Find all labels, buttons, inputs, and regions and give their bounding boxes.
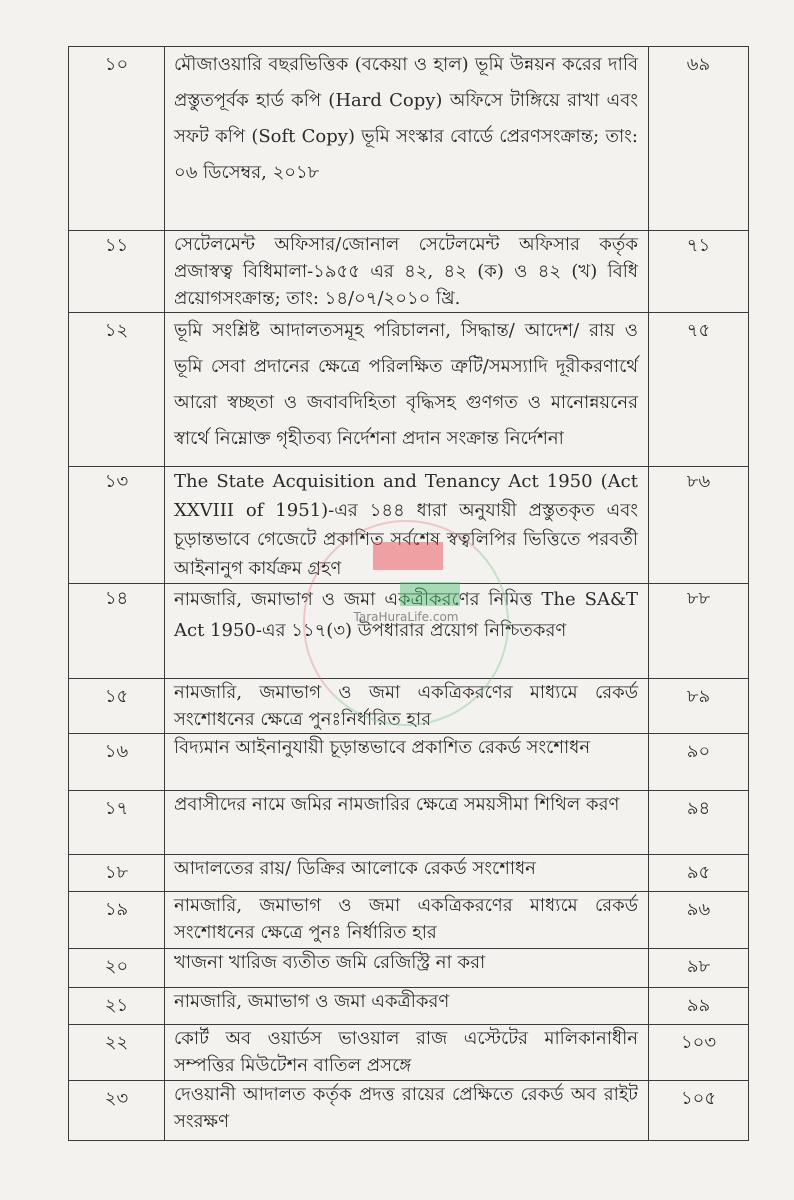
row-page-number: ৯৬ bbox=[649, 892, 749, 949]
row-page-number: ৬৯ bbox=[649, 47, 749, 231]
row-page-number: ৮৬ bbox=[649, 467, 749, 584]
row-page-number: ১০৫ bbox=[649, 1081, 749, 1141]
row-number: ১৪ bbox=[69, 584, 165, 679]
row-subject: আদালতের রায়/ ডিক্রির আলোকে রেকর্ড সংশোধন bbox=[165, 855, 649, 892]
table-row bbox=[69, 584, 749, 679]
row-subject: সেটেলমেন্ট অফিসার/জোনাল সেটেলমেন্ট অফিসার কর্তৃক প্রজাস্বত্ব বিধিমালা-১৯৫৫ এর ৪২, ৪২ (ক) ও ৪২ (খ) বিধি প্রয়োগসংক্রান্ত; তাং: ১৪/০৭/২০১০ খ্রি. bbox=[165, 231, 649, 313]
table-row bbox=[69, 1081, 749, 1141]
table-row bbox=[69, 855, 749, 892]
row-subject: কোর্ট অব ওয়ার্ডস ভাওয়াল রাজ এস্টেটের মালিকানাধীন সম্পত্তির মিউটেশন বাতিল প্রসঙ্গে bbox=[165, 1025, 649, 1081]
row-number: ২২ bbox=[69, 1025, 165, 1081]
table-row bbox=[69, 313, 749, 467]
row-subject: মৌজাওয়ারি বছরভিত্তিক (বকেয়া ও হাল) ভূমি উন্নয়ন করের দাবি প্রস্তুতপূর্বক হার্ড কপি (Hard Copy) অফিসে টাঙ্গিয়ে রাখা এবং সফট কপি (Soft Copy) ভূমি সংস্কার বোর্ডে প্রেরণসংক্রান্ত; তাং: ০৬ ডিসেম্বর, ২০১৮ bbox=[165, 47, 649, 231]
row-number: ১৩ bbox=[69, 467, 165, 584]
table-row bbox=[69, 892, 749, 949]
table-row bbox=[69, 791, 749, 855]
table-row bbox=[69, 231, 749, 313]
row-page-number: ৭৫ bbox=[649, 313, 749, 467]
row-number: ১৫ bbox=[69, 679, 165, 734]
contents-table bbox=[68, 46, 749, 1141]
row-subject: নামজারি, জমাভাগ ও জমা একত্রিকরণের মাধ্যমে রেকর্ড সংশোধনের ক্ষেত্রে পুনঃনির্ধারিত হার bbox=[165, 679, 649, 734]
table-row bbox=[69, 467, 749, 584]
row-number: ১৬ bbox=[69, 734, 165, 791]
row-page-number: ৮৮ bbox=[649, 584, 749, 679]
row-number: ১৭ bbox=[69, 791, 165, 855]
row-subject: বিদ্যমান আইনানুযায়ী চূড়ান্তভাবে প্রকাশিত রেকর্ড সংশোধন bbox=[165, 734, 649, 791]
row-subject: The State Acquisition and Tenancy Act 1950 (Act XXVIII of 1951)-এর ১৪৪ ধারা অনুযায়ী প্রস্তুতকৃত এবং চূড়ান্তভাবে গেজেটে প্রকাশিত সর্বশেষ স্বত্বলিপির ভিত্তিতে পরবর্তী আইনানুগ কার্যক্রম গ্রহণ bbox=[165, 467, 649, 584]
row-subject: খাজনা খারিজ ব্যতীত জমি রেজিস্ট্রি না করা bbox=[165, 949, 649, 988]
row-number: ১১ bbox=[69, 231, 165, 313]
row-number: ২১ bbox=[69, 988, 165, 1025]
row-subject: নামজারি, জমাভাগ ও জমা একত্রীকরণ bbox=[165, 988, 649, 1025]
table-row bbox=[69, 1025, 749, 1081]
table-row bbox=[69, 949, 749, 988]
row-subject: নামজারি, জমাভাগ ও জমা একত্রীকরণের নিমিত্ত The SA&T Act 1950-এর ১১৭(৩) উপধারার প্রয়োগ নিশ্চিতকরণ bbox=[165, 584, 649, 679]
row-page-number: ৯৯ bbox=[649, 988, 749, 1025]
row-subject: দেওয়ানী আদালত কর্তৃক প্রদত্ত রায়ের প্রেক্ষিতে রেকর্ড অব রাইট সংরক্ষণ bbox=[165, 1081, 649, 1141]
watermark-text: TaraHuraLife.com bbox=[353, 610, 459, 624]
table-row bbox=[69, 679, 749, 734]
row-page-number: ৯৮ bbox=[649, 949, 749, 988]
row-number: ১৮ bbox=[69, 855, 165, 892]
row-page-number: ৭১ bbox=[649, 231, 749, 313]
table-row bbox=[69, 734, 749, 791]
row-page-number: ৯৪ bbox=[649, 791, 749, 855]
row-subject: নামজারি, জমাভাগ ও জমা একত্রিকরণের মাধ্যমে রেকর্ড সংশোধনের ক্ষেত্রে পুনঃ নির্ধারিত হার bbox=[165, 892, 649, 949]
row-page-number: ৮৯ bbox=[649, 679, 749, 734]
table-row bbox=[69, 47, 749, 231]
row-subject: প্রবাসীদের নামে জমির নামজারির ক্ষেত্রে সময়সীমা শিথিল করণ bbox=[165, 791, 649, 855]
row-number: ১৯ bbox=[69, 892, 165, 949]
contents-table-container bbox=[68, 46, 726, 1141]
row-number: ১০ bbox=[69, 47, 165, 231]
row-number: ২০ bbox=[69, 949, 165, 988]
row-number: ১২ bbox=[69, 313, 165, 467]
row-page-number: ১০৩ bbox=[649, 1025, 749, 1081]
table-row bbox=[69, 988, 749, 1025]
row-subject: ভূমি সংশ্লিষ্ট আদালতসমূহ পরিচালনা, সিদ্ধান্ত/ আদেশ/ রায় ও ভূমি সেবা প্রদানের ক্ষেত্রে পরিলক্ষিত ত্রুটি/সমস্যাদি দূরীকরণার্থে আরো স্বচ্ছতা ও জবাবদিহিতা বৃদ্ধিসহ গুণগত ও মানোন্নয়নের স্বার্থে নিম্নোক্ত গৃহীতব্য নির্দেশনা প্রদান সংক্রান্ত নির্দেশনা bbox=[165, 313, 649, 467]
row-number: ২৩ bbox=[69, 1081, 165, 1141]
row-page-number: ৯৫ bbox=[649, 855, 749, 892]
row-page-number: ৯০ bbox=[649, 734, 749, 791]
